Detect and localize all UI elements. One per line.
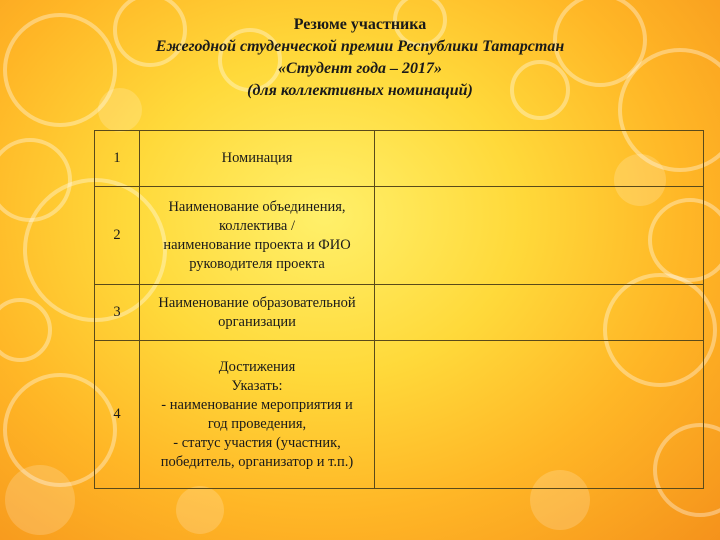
row-number: 3	[95, 285, 140, 341]
label-line: Наименование образовательной	[158, 294, 356, 311]
label-line: - наименование мероприятия и	[161, 396, 353, 413]
label-line: Наименование объединения,	[168, 198, 346, 215]
row-number: 1	[95, 131, 140, 187]
label-line: руководителя проекта	[189, 255, 325, 272]
title-line-3: «Студент года – 2017»	[278, 60, 442, 77]
title-line-2: Ежегодной студенческой премии Республики Татарстан	[155, 38, 565, 55]
table-row	[95, 341, 704, 489]
table-row	[95, 187, 704, 285]
value-cell[interactable]	[375, 187, 704, 285]
title-line-1: Резюме участника	[293, 16, 427, 33]
value-cell[interactable]	[375, 285, 704, 341]
row-label	[140, 341, 375, 489]
row-label	[140, 131, 375, 187]
value-cell[interactable]	[375, 341, 704, 489]
label-line: наименование проекта и ФИО	[163, 236, 351, 253]
label-line: Указать:	[231, 377, 283, 394]
label-line: Номинация	[221, 150, 293, 166]
label-line: Достижения	[218, 358, 296, 375]
row-label	[140, 187, 375, 285]
label-line: год проведения,	[207, 415, 307, 432]
row-number: 4	[95, 341, 140, 489]
document-title	[0, 14, 720, 102]
row-label	[140, 285, 375, 341]
value-cell[interactable]	[375, 131, 704, 187]
label-line: победитель, организатор и т.п.)	[160, 453, 354, 470]
label-line: организации	[218, 313, 296, 330]
label-line: коллектива /	[219, 217, 295, 234]
label-line: - статус участия (участник,	[173, 434, 341, 451]
table-row	[95, 131, 704, 187]
row-number: 2	[95, 187, 140, 285]
title-line-4: (для коллективных номинаций)	[247, 82, 473, 99]
resume-table	[94, 130, 704, 489]
table-row	[95, 285, 704, 341]
